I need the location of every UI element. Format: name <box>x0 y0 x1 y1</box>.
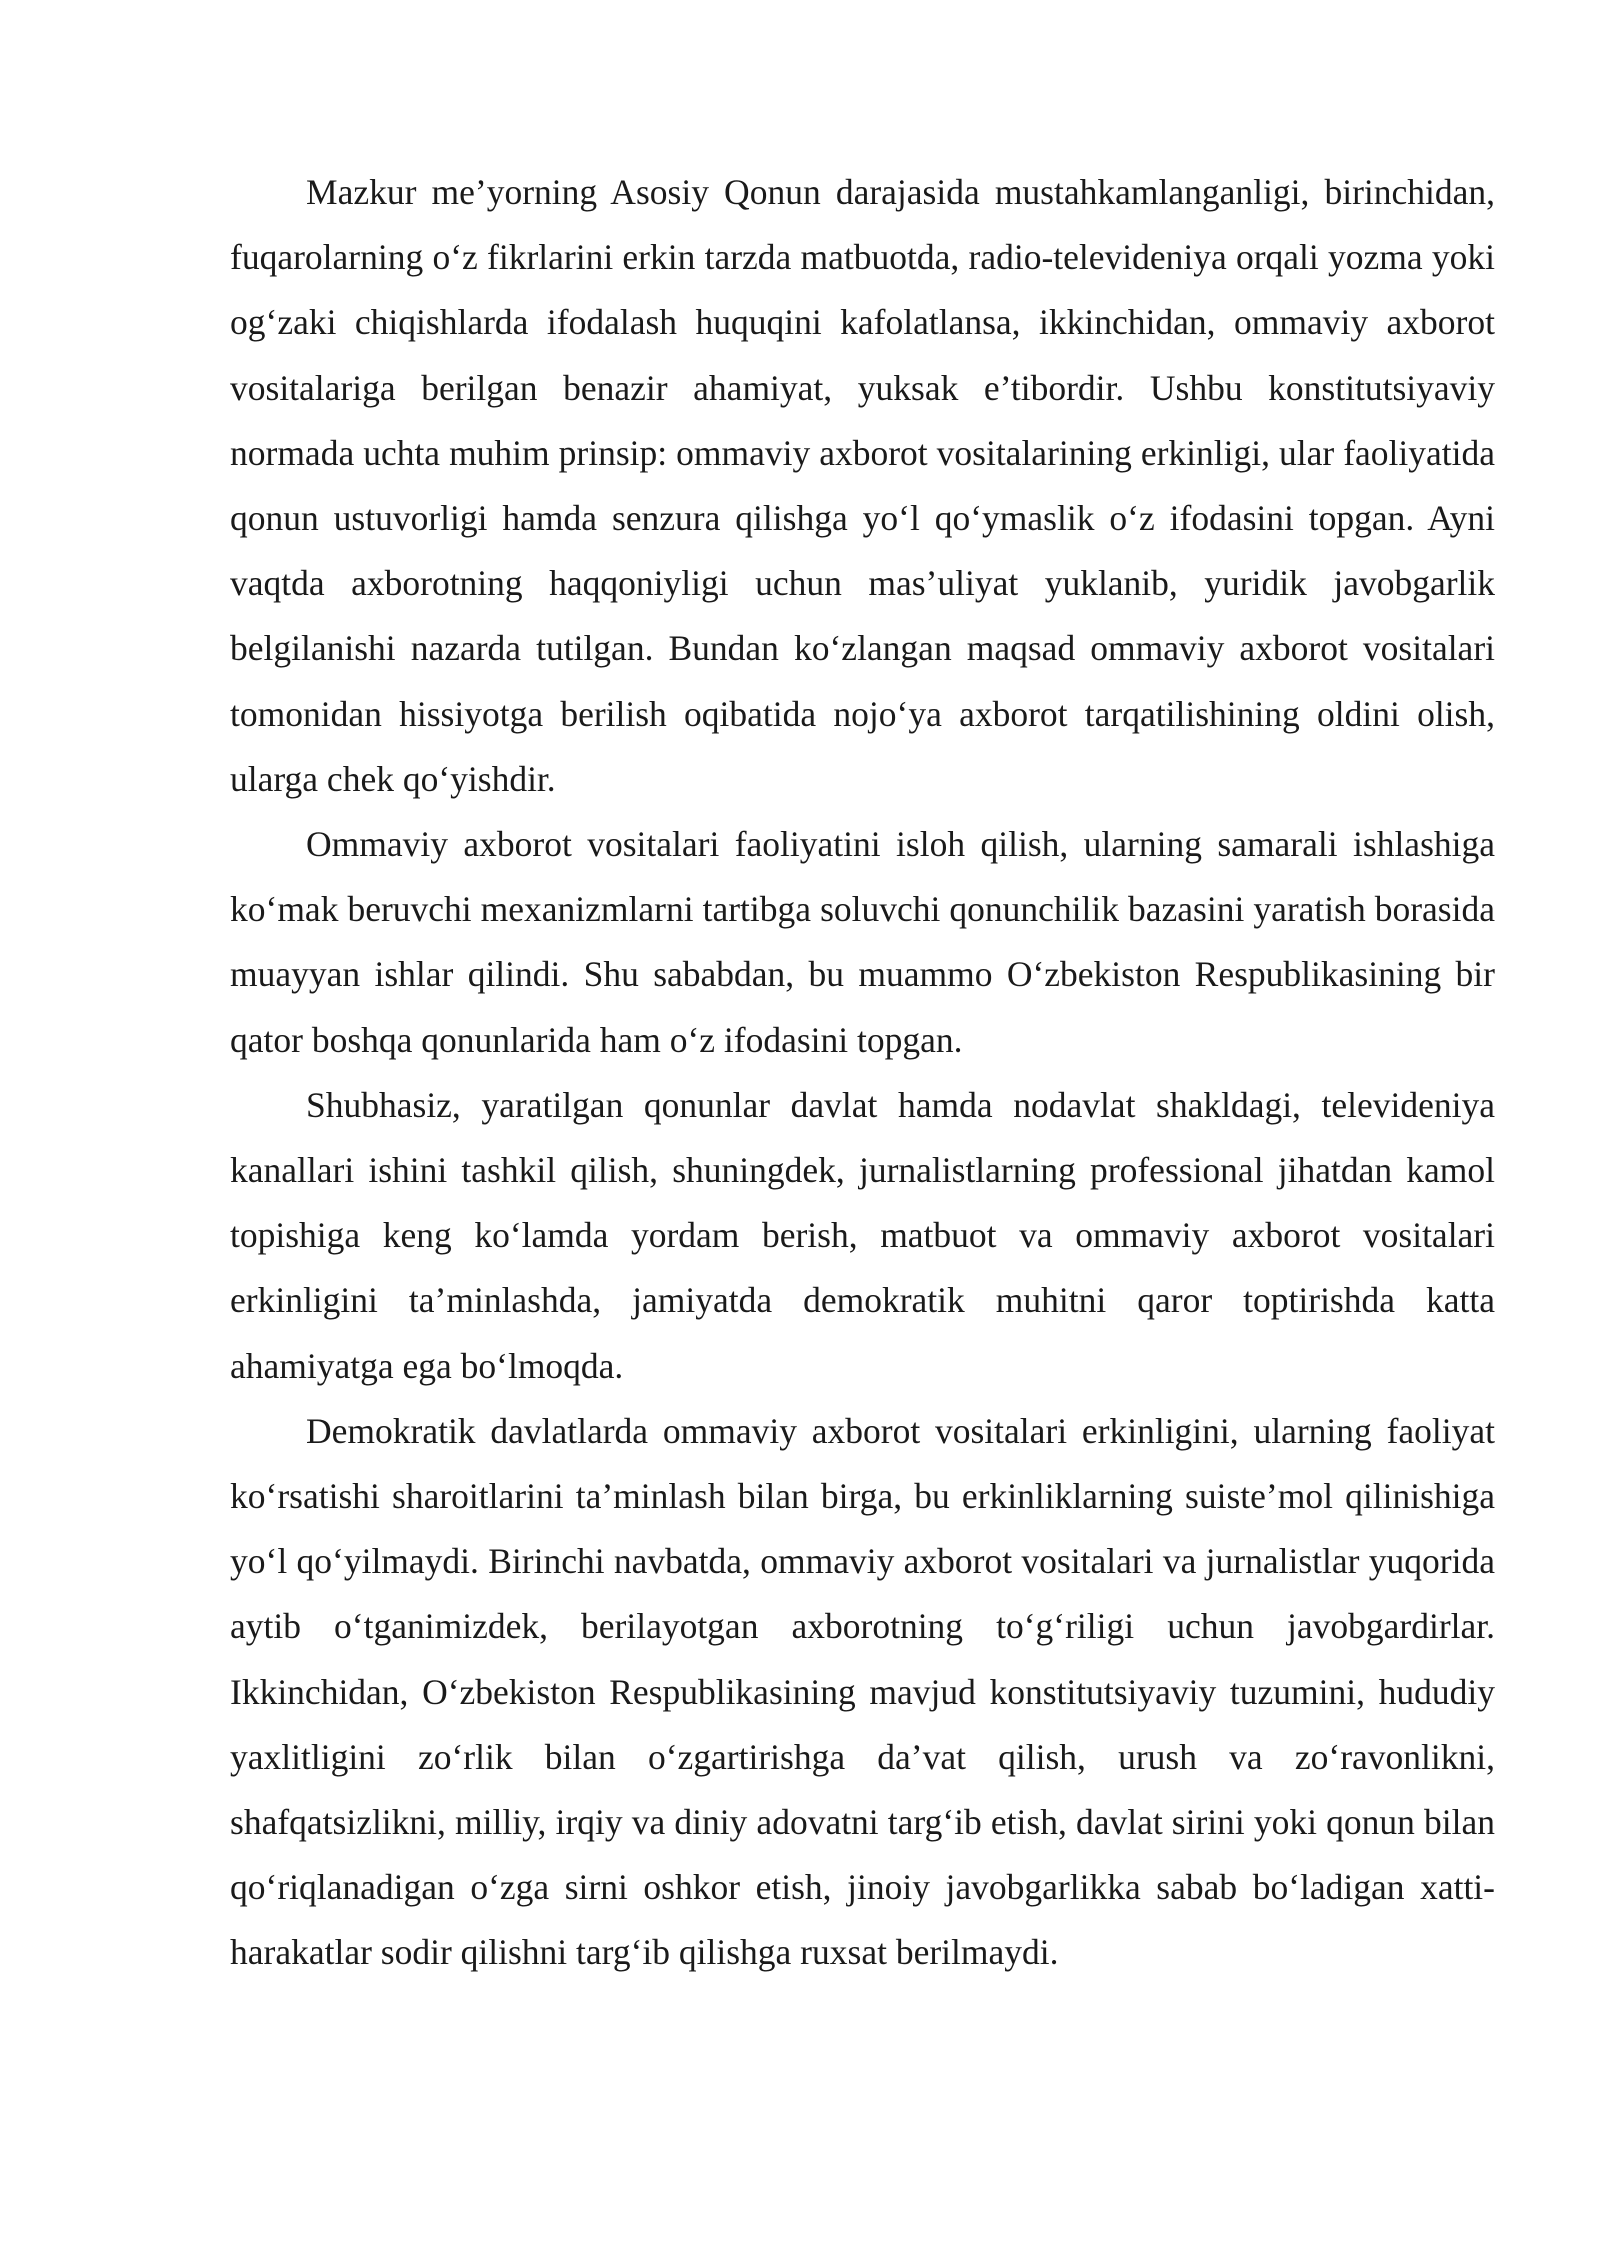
document-page <box>230 160 1495 1986</box>
paragraph-1: Mazkur me’yorning Asosiy Qonun darajasida mustahkamlanganligi, birinchidan, fuqarolarning o‘z fikrlarini erkin tarzda matbuotda, radio-televideniya orqali yozma yoki og‘zaki chiqishlarda ifodalash huquqini kafolatlansa, ikkinchidan, ommaviy axborot vositalariga berilgan benazir ahamiyat, yuksak e’tibordir. Ushbu konstitutsiyaviy normada uchta muhim prinsip: ommaviy axborot vositalarining erkinligi, ular faoliyatida qonun ustuvorligi hamda senzura qilishga yo‘l qo‘ymaslik o‘z ifodasini topgan. Ayni vaqtda axborotning haqqoniyligi uchun mas’uliyat yuklanib, yuridik javobgarlik belgilanishi nazarda tutilgan. Bundan ko‘zlangan maqsad ommaviy axborot vositalari tomonidan hissiyotga berilish oqibatida nojo‘ya axborot tarqatilishining oldini olish, ularga chek qo‘yishdir. <box>230 172 1495 799</box>
paragraph-4: Demokratik davlatlarda ommaviy axborot vositalari erkinligini, ularning faoliyat ko‘rsatishi sharoitlarini ta’minlash bilan birga, bu erkinliklarning suiste’mol qilinishiga yo‘l qo‘yilmaydi. Birinchi navbatda, ommaviy axborot vositalari va jurnalistlar yuqorida aytib o‘tganimizdek, berilayotgan axborotning to‘g‘riligi uchun javobgardirlar. Ikkinchidan, O‘zbekiston Respublikasining mavjud konstitutsiyaviy tuzumini, hududiy yaxlitligini zo‘rlik bilan o‘zgartirishga da’vat qilish, urush va zo‘ravonlikni, shafqatsizlikni, milliy, irqiy va diniy adovatni targ‘ib etish, davlat sirini yoki qonun bilan qo‘riqlanadigan o‘zga sirni oshkor etish, jinoiy javobgarlikka sabab bo‘ladigan xatti-harakatlar sodir qilishni targ‘ib qilishga ruxsat berilmaydi. <box>230 1410 1495 1973</box>
paragraph-2: Ommaviy axborot vositalari faoliyatini isloh qilish, ularning samarali ishlashiga ko‘mak beruvchi mexanizmlarni tartibga soluvchi qonunchilik bazasini yaratish borasida muayyan ishlar qilindi. Shu sababdan, bu muammo O‘zbekiston Respublikasining bir qator boshqa qonunlarida ham o‘z ifodasini topgan. <box>230 824 1495 1060</box>
paragraph-3: Shubhasiz, yaratilgan qonunlar davlat hamda nodavlat shakldagi, televideniya kanallari ishini tashkil qilish, shuningdek, jurnalistlarning professional jihatdan kamol topishiga keng ko‘lamda yordam berish, matbuot va ommaviy axborot vositalari erkinligini ta’minlashda, jamiyatda demokratik muhitni qaror toptirishda katta ahamiyatga ega bo‘lmoqda. <box>230 1084 1495 1386</box>
